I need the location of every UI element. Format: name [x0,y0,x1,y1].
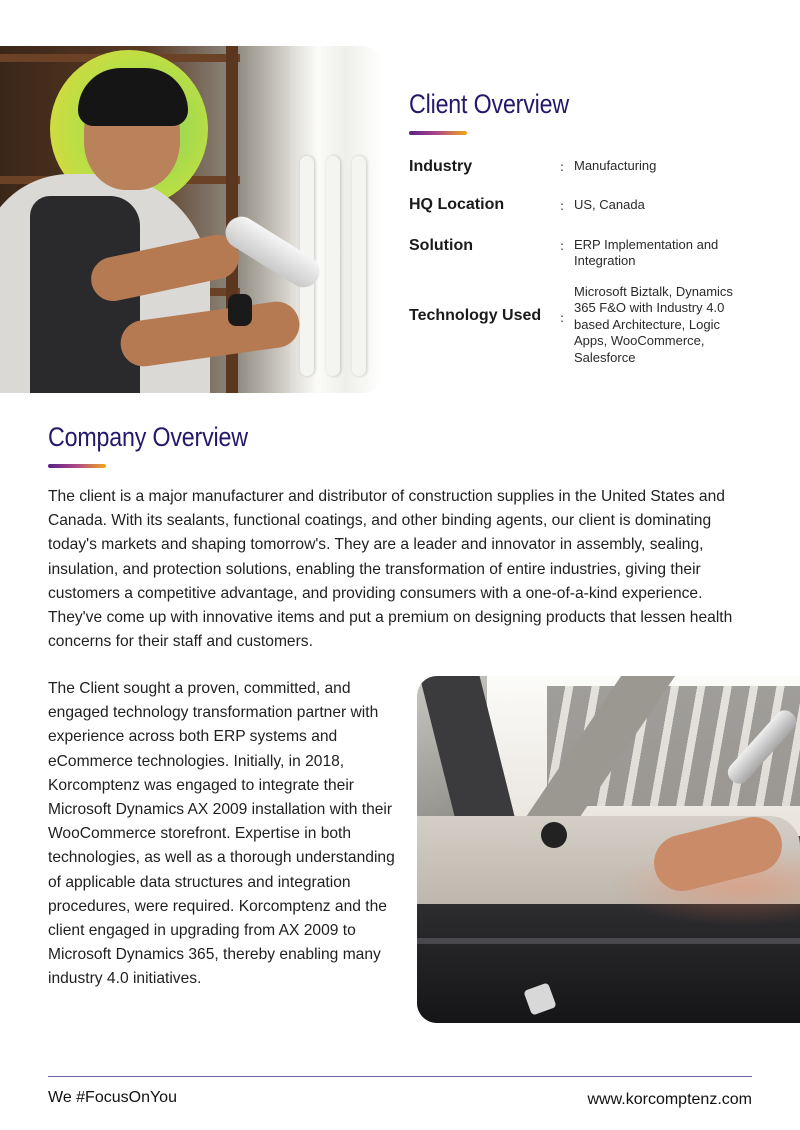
worker-caulking-photo [0,46,382,393]
hq-location-label: HQ Location [409,196,505,213]
solution-label: Solution [409,237,473,254]
industry-label: Industry [409,158,473,175]
company-overview-title: Company Overview [48,422,248,452]
company-overview-paragraph: The client is a major manufacturer and distributor of construction supplies in the United States and Canada. With its sealants, functional coatings, and other binding agents, our client is dominating today's markets and shaping tomorrow's. They are a leader and innovator in assembly, sealing, insulation, and protection solutions, enabling the transformation of entire industries, giving their customers a competitive advantage, and providing consumers with a one-of-a-kind experience. They've come up with innovative items and put a premium on designing products that lessen health concerns for their staff and customers. [48,488,733,651]
hq-location-value: US, Canada [574,197,645,212]
industry-value: Manufacturing [574,158,657,173]
car-sealing-photo [417,676,800,1023]
footer-divider [48,1076,752,1077]
footer-tagline: We #FocusOnYou [48,1089,177,1106]
client-overview-title: Client Overview [409,89,570,119]
solution-value: ERP Implementation and Integration [574,237,719,269]
technology-used-separator: : [560,311,565,325]
engagement-paragraph: The Client sought a proven, committed, and engaged technology transformation partner with experience across both ERP systems and eCommerce technologies. Initially, in 2018, Korcomptenz was engaged to integrate their Microsoft Dynamics AX 2009 installation with their WooCommerce storefront. Expertise in both technologies, as well as a thorough understanding of applicable data structures and integration procedures, were required. Korcomptenz and the client engaged in upgrading from AX 2009 to Microsoft Dynamics 365, thereby enabling many industry 4.0 initiatives. [48,680,395,988]
industry-separator: : [560,160,565,174]
client-overview-underline [409,131,467,135]
technology-used-value: Microsoft Biztalk, Dynamics 365 F&O with Industry 4.0 based Architecture, Logic Apps, WooCommerce, Salesforce [574,284,733,365]
technology-used-label: Technology Used [409,307,542,324]
hq-location-separator: : [560,199,565,213]
solution-separator: : [560,239,565,253]
company-overview-underline [48,464,106,468]
footer-website-link[interactable]: www.korcomptenz.com [587,1091,752,1108]
